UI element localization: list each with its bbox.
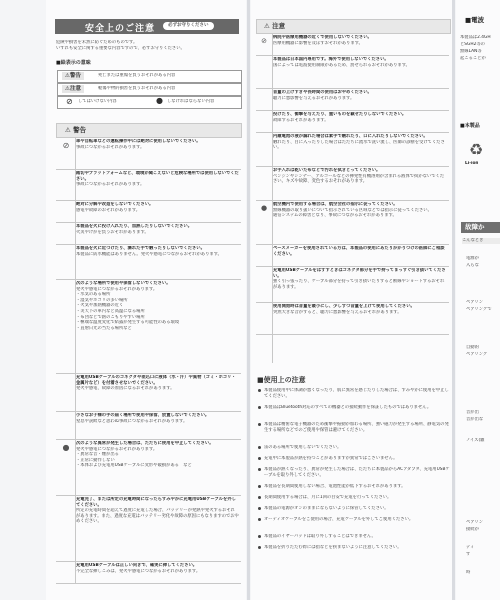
- row-heading: 小さなお子様の手の届く場所で使用や保管、放置しないでください。: [76, 413, 210, 418]
- row-text: 所定の充電時間を超えて過度に充電した場合、バッテリーが発熱や発火するおそれがあります。また、過度な充電はバッテリー劣化や故障の原因にもなりますのでおやめください。: [76, 508, 239, 525]
- row-text: 国によっては電波使用制限があるため、罰せられるおそれがあります。: [273, 62, 410, 68]
- row-heading: 内蔵電池の液が漏れた場合は素手で触れたり、口に入れたりしないでください。: [273, 134, 428, 139]
- page-fold: [247, 0, 250, 600]
- row-text: 発火や感電、故障の原因になるおそれがあります。: [76, 386, 175, 392]
- bullet-dot: [258, 518, 261, 521]
- table-row: [56, 200, 241, 223]
- bullet-dot: [258, 446, 261, 449]
- table-row: [56, 137, 241, 170]
- radio-section-title: ■電波: [461, 15, 500, 26]
- caution-header-text: 注意: [272, 22, 286, 30]
- bullet-dot: [258, 485, 261, 488]
- row-heading: 使用開始時は音量を最小にし、少しずつ音量を上げて使用してください。: [273, 304, 415, 309]
- clipped-text: ディ: [466, 545, 475, 550]
- mandatory-icon: ●: [62, 443, 70, 452]
- table-row: [256, 33, 449, 56]
- clipped-text: ず: [466, 552, 471, 557]
- row-text: ベンジンやシンナー、アルコールなどの揮発性有機溶剤が含まれる液体で拭かないでください。キズや故障、変色するおそれがあります。: [273, 173, 445, 185]
- table-row: [256, 132, 449, 167]
- title-badge: 必ずお守りください: [163, 22, 214, 30]
- row-text: 感電や故障のおそれがあります。: [76, 207, 141, 213]
- table-row: [256, 302, 449, 335]
- usage-item: [258, 405, 450, 411]
- table-row: [256, 88, 449, 111]
- usage-text: 雷のある場所で使用しないでください。: [264, 445, 342, 450]
- bullet-dot: [258, 468, 261, 471]
- clipped-text: 電源が: [466, 256, 479, 261]
- clipped-text: ペアリン: [466, 300, 484, 305]
- row-text: 本製品に防水機能はありません。発火や感電につながるおそれがあります。: [76, 251, 222, 257]
- legend-prohibited-text: してはいけない内容: [78, 99, 117, 104]
- usage-text: 長期間使用する場合は、月に1回の目安で充電を行ってください。: [264, 495, 392, 500]
- table-row: [56, 279, 241, 374]
- row-text: 事故につながるおそれがあります。: [76, 144, 145, 150]
- clipped-text: 無線LAN等: [460, 49, 482, 54]
- legend-caution: [57, 83, 242, 96]
- usage-text: 本製品のイヤーパッドは取り外しすることはできません。: [264, 534, 376, 539]
- clipped-text: 自動的: [466, 345, 479, 350]
- row-text: 無線機器の取り扱いについて指示されている区域などでは指示に従ってください。: [273, 207, 432, 213]
- row-heading: 車や自転車などの運転操作中には絶対に使用しないでください。: [76, 139, 201, 144]
- row-text: 故障するおそれがあります。: [273, 117, 329, 123]
- table-row: [56, 561, 241, 584]
- row-heading: 次のような場所で使用や保管しないでください。: [76, 281, 171, 286]
- bullet-dot: [258, 406, 261, 409]
- legend-mandatory-text: しなければならない内容: [167, 99, 215, 104]
- usage-item: [258, 445, 450, 451]
- usage-item: [258, 456, 450, 462]
- row-heading: 音量の上げすぎや長時間の使用はおやめください。: [273, 90, 372, 95]
- usage-text: 本製品は精密な電子機器のため衝撃や振動が加わる場所、強い磁力が発生する場所、静電気の発生する場所などでのご使用や保管は避けてください。: [264, 422, 449, 433]
- usage-item: [258, 388, 450, 399]
- table-row: [56, 373, 241, 412]
- clipped-text: ペアリン: [466, 520, 484, 525]
- warning-icon: ⚠: [65, 73, 70, 79]
- row-text: 火災やけがを負うおそれがあります。: [76, 229, 149, 235]
- row-heading: お手入れは乾いた布などで汚れを拭きとってください。: [273, 168, 381, 173]
- table-row: [256, 200, 449, 245]
- table-row: [56, 439, 241, 496]
- row-heading: 充電完了、または所定の充電時間になったらすみやかに充電用USBケーブルを外してください。: [76, 497, 236, 508]
- prohibited-icon: ⊘: [261, 37, 267, 45]
- clipped-text: とSGH2等の: [460, 42, 485, 47]
- row-heading: 充電用USBケーブルのコネクタや差込口に液体（水・汗）や異物（ゴミ・ホコリ・金属片など）を付着させないでください。: [76, 375, 236, 386]
- row-heading: 本製品を火に近づけたり、濡れた手で触ったりしないでください。: [76, 246, 205, 251]
- warning-icon: ⚠: [65, 126, 71, 134]
- usage-text: オーディオケーブルをご使用の場合、充電ケーブルを外してご使用ください。: [264, 517, 414, 522]
- usage-text: 充電中に本製品が熱を持つことがありますが異常ではございません。: [264, 456, 398, 461]
- row-text: 発火や感電につながるおそれがあります。: [76, 286, 158, 292]
- row-heading: 絶対に分解や改造をしないでください。: [76, 202, 154, 207]
- legend-warning: [57, 70, 242, 83]
- usage-item: [258, 545, 450, 551]
- row-text: 不完全な挿しこみは、発火や感電につながるおそれがあります。: [76, 568, 201, 574]
- legend-title: ■絵表示の意味: [56, 60, 91, 66]
- row-heading: 充電用USBケーブルは正しい向きで、確実に挿してください。: [76, 563, 198, 568]
- clipped-text: 音が出: [466, 410, 479, 415]
- prohibited-icon: ⊘: [62, 141, 70, 150]
- usage-item: [258, 506, 450, 512]
- table-row: [256, 166, 449, 201]
- table-row: [56, 222, 241, 245]
- page-title: 安全上のご注意: [85, 24, 156, 34]
- row-text: ・異常な音・煙が出る: [76, 452, 119, 458]
- fault-table-header: こんなとき: [462, 238, 500, 244]
- usage-text: 本製品が熱くなったり、異常が発生した場合は、ただちに本製品からACアダプタ、充電用USBケーブルを取り外してください。: [264, 467, 450, 478]
- clipped-text: 起こることが: [460, 56, 486, 61]
- usage-item: [258, 517, 450, 523]
- row-text: ・布団などで熱のこもりやすい場所: [76, 314, 145, 320]
- table-row: [256, 110, 449, 133]
- legend-symbols: [57, 96, 242, 109]
- clipped-text: 接続が: [466, 527, 479, 532]
- usage-text: 本製品を折りたたむ際には指などを挟まないように注意してください。: [264, 545, 402, 550]
- mandatory-icon: ●: [156, 96, 163, 105]
- legend-label: ⚠注意: [62, 85, 84, 93]
- row-text: 窒息や誤飲など思わぬ事故につながるおそれがあります。: [76, 418, 188, 424]
- row-text: ・湿気やホコリの多い場所: [76, 297, 128, 303]
- usage-item: [258, 484, 450, 490]
- table-row: [56, 169, 241, 201]
- mandatory-icon: ●: [260, 204, 268, 212]
- usage-text: 本製品はBluetooth対応のすべての機器との接続動作を保証したものではありません。: [264, 405, 432, 410]
- table-row: [56, 411, 241, 440]
- row-text: ・水気のある場所: [76, 292, 111, 298]
- usage-text: 本製品の電源がオンのままにならないように保管してください。: [264, 506, 389, 511]
- legend-text: 死亡または重傷を負うおそれがある内容: [98, 73, 176, 78]
- row-text: 医療用機器に影響を及ぼすおそれがあります。: [273, 40, 363, 46]
- table-row: [256, 55, 449, 89]
- intro-line: 危険や損害を未然に防ぐためのものです。: [56, 40, 138, 45]
- row-text: ・本体および充電用USBケーブルに変形や破損がある など: [76, 463, 192, 469]
- table-row: [256, 266, 449, 303]
- usage-text: 本製品使用中に体調が悪くなったり、肌に異常を感じたりした場合は、すみやかに使用を中止してください。: [264, 388, 449, 399]
- table-row: [56, 495, 241, 562]
- row-text: 強く引っ張ったり、ケーブル部分を持って引き抜いたりすると断線やショートするおそれがあります。: [273, 279, 445, 290]
- usage-item: [258, 534, 450, 540]
- table-row: [56, 244, 241, 280]
- intro-line: いずれも安全に関する重要な内容ですので、必ずお守りください。: [56, 46, 185, 51]
- row-text: ・直射日光の当たる場所など: [76, 325, 132, 331]
- row-heading: 本製品を火に投げ入れたり、加熱したりしないでください。: [76, 224, 193, 229]
- bullet-dot: [258, 457, 261, 460]
- clipped-text: ペアリングで: [466, 307, 492, 312]
- row-heading: ペースメーカーを使用されている方は、本製品の使用にあたりかかりつけの医師にご相談ください。: [273, 246, 445, 257]
- recycle-section-title: ■本製品: [460, 123, 480, 129]
- row-heading: 航空機内で使用する場合は、航空会社の指示に従ってください。: [273, 202, 398, 207]
- row-heading: 本製品は日本国内専用です。海外で使用しないでください。: [273, 57, 389, 62]
- row-heading: 充電用USBケーブルをはずすときはコネクタ部分を手で持ってまっすぐ引き抜いてください。: [273, 268, 446, 279]
- usage-item: [258, 422, 450, 433]
- row-heading: 踏切やプラットフォームなど、環境が聞こえないと危険な場所では使用しないでください。: [76, 171, 239, 182]
- row-text: ・炎天下の車内など高温になる場所: [76, 308, 145, 314]
- recycle-icon: ♻: [468, 140, 484, 159]
- row-text: ・火気や加熱機器の近く: [76, 303, 124, 309]
- row-text: ・正常に動作しない: [76, 457, 115, 463]
- usage-text: 本製品を長期間使用しない場合、電池性能が低下するおそれがあります。: [264, 484, 406, 489]
- clipped-text: 入らな: [466, 263, 479, 268]
- clipped-text: 本製品は2.4GH: [460, 35, 491, 40]
- legend-label: ⚠警告: [62, 72, 84, 80]
- clipped-text: 音が出な: [466, 417, 484, 422]
- page-fold: [452, 0, 455, 600]
- bullet-dot: [258, 389, 261, 392]
- warning-header-text: 警告: [73, 126, 87, 134]
- row-text: 触れたり、目に入ったりした場合はただちに流水で洗い流し、医師の診断を受けてください。: [273, 139, 445, 151]
- safety-title-bar: [55, 19, 239, 34]
- table-row: [256, 244, 449, 267]
- fault-section-title: 故障か: [461, 222, 500, 233]
- bullet-dot: [258, 423, 261, 426]
- row-heading: 次のような異常が発生した場合は、ただちに使用を中止してください。: [76, 441, 214, 446]
- prohibited-icon: ⊘: [66, 97, 73, 106]
- row-text: 聴力に悪影響を与えるおそれがあります。: [273, 95, 355, 101]
- usage-title: ■使用上の注意: [257, 376, 306, 384]
- legend-text: 軽傷や物的損害を負うおそれがある内容: [98, 86, 176, 91]
- recycle-label: Li-ion: [465, 161, 479, 166]
- row-text: 突然大きな音がすると、聴力に悪影響を与えるおそれがあります。: [273, 309, 402, 315]
- clipped-text: ペアリング: [466, 352, 488, 357]
- clipped-text: 時: [466, 570, 471, 575]
- row-text: 事故につながるおそれがあります。: [76, 182, 145, 188]
- row-text: 通信システムの障害となり、事故につながるおそれがあります。: [273, 213, 397, 219]
- row-heading: 病院や医療用機器の近くで使用しないでください。: [273, 35, 372, 40]
- caution-icon: ⚠: [264, 22, 270, 30]
- row-text: 発火や感電につながるおそれがあります。: [76, 446, 158, 452]
- bullet-dot: [258, 496, 261, 499]
- warning-section-header: [56, 123, 242, 138]
- bullet-dot: [258, 546, 261, 549]
- bullet-dot: [258, 507, 261, 510]
- caution-section-header: [256, 19, 451, 34]
- usage-item: [258, 495, 450, 501]
- usage-item: [258, 467, 450, 478]
- row-text: ・極端な温度変化で結露が発生する可能性のある環境: [76, 320, 180, 326]
- bullet-dot: [258, 535, 261, 538]
- row-heading: 投げたり、衝撃を与えたり、重いものを載せたりしないでください。: [273, 112, 407, 117]
- caution-icon: ⚠: [65, 86, 70, 92]
- clipped-text: ノイズ(雑: [466, 438, 485, 443]
